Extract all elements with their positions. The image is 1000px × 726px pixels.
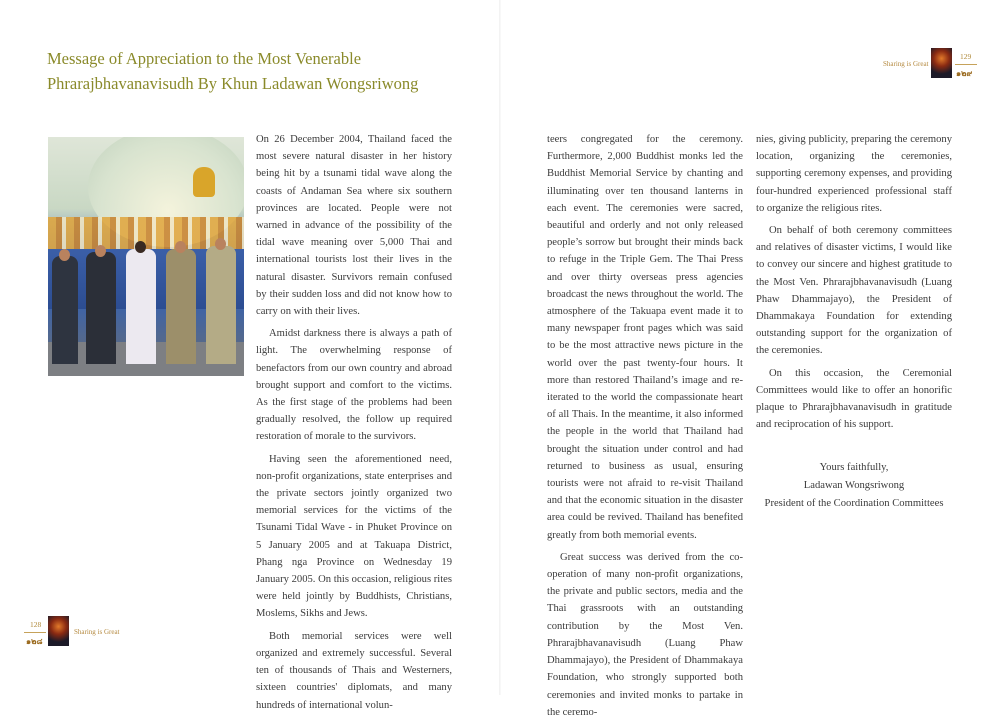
paragraph: On this occasion, the Ceremonial Committees would like to offer an honorific plaque to Phrarajbhavanavisudh in gratitude and reciprocation of his support. bbox=[756, 367, 952, 431]
photo-person bbox=[86, 252, 116, 364]
section-label: Sharing is Great bbox=[883, 60, 929, 68]
photo-person-head bbox=[95, 245, 106, 257]
article-title bbox=[47, 46, 487, 96]
folio-rule bbox=[24, 632, 46, 633]
thai-page-number: ๑๒๙ bbox=[956, 69, 973, 78]
signoff-closing: Yours faithfully, bbox=[819, 462, 889, 474]
ceremony-photo bbox=[48, 137, 244, 376]
paragraph: Great success was derived from the co-operation of many non-profit organizations, the private and public sectors, media and the Thai grassroots with an outstanding contribution by the Most Ven. Phrarajbhavanavisudh (Luang Phaw Dhammajayo), the President of Dhammakaya Foundation, who strongly supported both ceremonies and invited monks to partake in the ceremo- bbox=[547, 551, 743, 718]
folio-thumbnail-icon bbox=[931, 48, 952, 78]
signoff-name: Ladawan Wongsriwong bbox=[803, 480, 905, 492]
buddha-statue-icon bbox=[193, 167, 215, 197]
photo-person-head bbox=[59, 249, 70, 261]
photo-person-head bbox=[175, 241, 186, 253]
title-line-1: Message of Appreciation to the Most Venerable bbox=[47, 49, 362, 68]
paragraph: teers congregated for the ceremony. Furthermore, 2,000 Buddhist monks led the Buddhist Memorial Service by chanting and illuminating over ten thousand lanterns in each event. The ceremonies were sacred, beautiful and orderly and not only released people’s sorrow but brought their minds back to refuge in the Triple Gem. The Thai Press and over thirty overseas press agencies broadcast the news throughout the world. The atmosphere of the Takuapa event made it to many newspaper front pages which was said to be the most attractive news picture in the world over the past twenty-four hours. It more than restored Thailand’s image and re-iterated to the world the compassionate heart of all Thais. In the meantime, it also informed the people in the world that Thailand had brought the situation under control and had returned to business as usual, ensuring tourists were not afraid to re-visit Thailand and that the economic situation in the disaster area could be revived. Thailand has benefited greatly from both memorial events. bbox=[547, 134, 743, 541]
section-label: Sharing is Great bbox=[74, 628, 120, 636]
photo-person bbox=[52, 256, 78, 364]
photo-person bbox=[126, 249, 156, 364]
page-number: 129 bbox=[960, 52, 972, 61]
paragraph: nies, giving publicity, preparing the ceremony location, organizing the ceremonies, supporting ceremony expenses, and providing four-hundred experienced professional staff to organize the religious rites. bbox=[756, 134, 952, 214]
right-folio bbox=[880, 47, 980, 81]
paragraph: Amidst darkness there is always a path of light. The overwhelming response of benefactors from our own country and abroad brought support and comfort to the victims. As the first stage of the problems had been gradually resolved, the follow up required restoration of morale to the survivors. bbox=[256, 328, 452, 443]
page-number: 128 bbox=[30, 620, 42, 629]
thai-page-number: ๑๒๘ bbox=[26, 637, 43, 646]
text-column-1 bbox=[256, 131, 452, 719]
left-folio bbox=[24, 614, 144, 648]
folio-thumbnail-icon bbox=[48, 616, 69, 646]
signoff-position: President of the Coordination Committees bbox=[764, 497, 944, 509]
paragraph: Having seen the aforementioned need, non-profit organizations, state enterprises and the private sectors jointly organized two memorial services for the victims of the Tsunami Tidal Wave - in Phuket Province on 5 January 2005 and at Takuapa District, Phang nga Province on Wednesday 19 January 2005. On this occasion, religious rites were held jointly by Buddhists, Christians, Moslems, Sikhs and Jews. bbox=[256, 453, 452, 620]
photo-person bbox=[206, 246, 236, 364]
photo-person-head bbox=[135, 241, 146, 253]
photo-person bbox=[166, 249, 196, 364]
signature-block bbox=[756, 459, 952, 512]
paragraph: Both memorial services were well organized and extremely successful. Several ten of thousands of Thais and Westerners, sixteen countries' diplomats, and many hundreds of international volun- bbox=[256, 630, 452, 711]
text-column-3 bbox=[756, 131, 952, 512]
folio-rule bbox=[955, 64, 977, 65]
photo-person-head bbox=[215, 238, 226, 250]
page-gutter bbox=[499, 0, 501, 695]
paragraph: On 26 December 2004, Thailand faced the most severe natural disaster in her history being hit by a tsunami tidal wave along the coasts of Andaman Sea where six southern provinces are located. People were not warned in advance of the possibility of the tidal wave meaning over 5,000 Thai and international tourists lost their lives in the natural disaster. Survivors remain confused by their sudden loss and did not know how to carry on with their lives. bbox=[256, 134, 452, 318]
title-line-2: Phrarajbhavanavisudh By Khun Ladawan Wongsriwong bbox=[47, 74, 419, 93]
text-column-2 bbox=[547, 131, 743, 726]
paragraph: On behalf of both ceremony committees and relatives of disaster victims, I would like to convey our sincere and highest gratitude to the Most Ven. Phrarajbhavanavisudh (Luang Phaw Dhammajayo), the President of Dhammakaya Foundation for extending outstanding support for the organization of the ceremonies. bbox=[756, 225, 952, 357]
